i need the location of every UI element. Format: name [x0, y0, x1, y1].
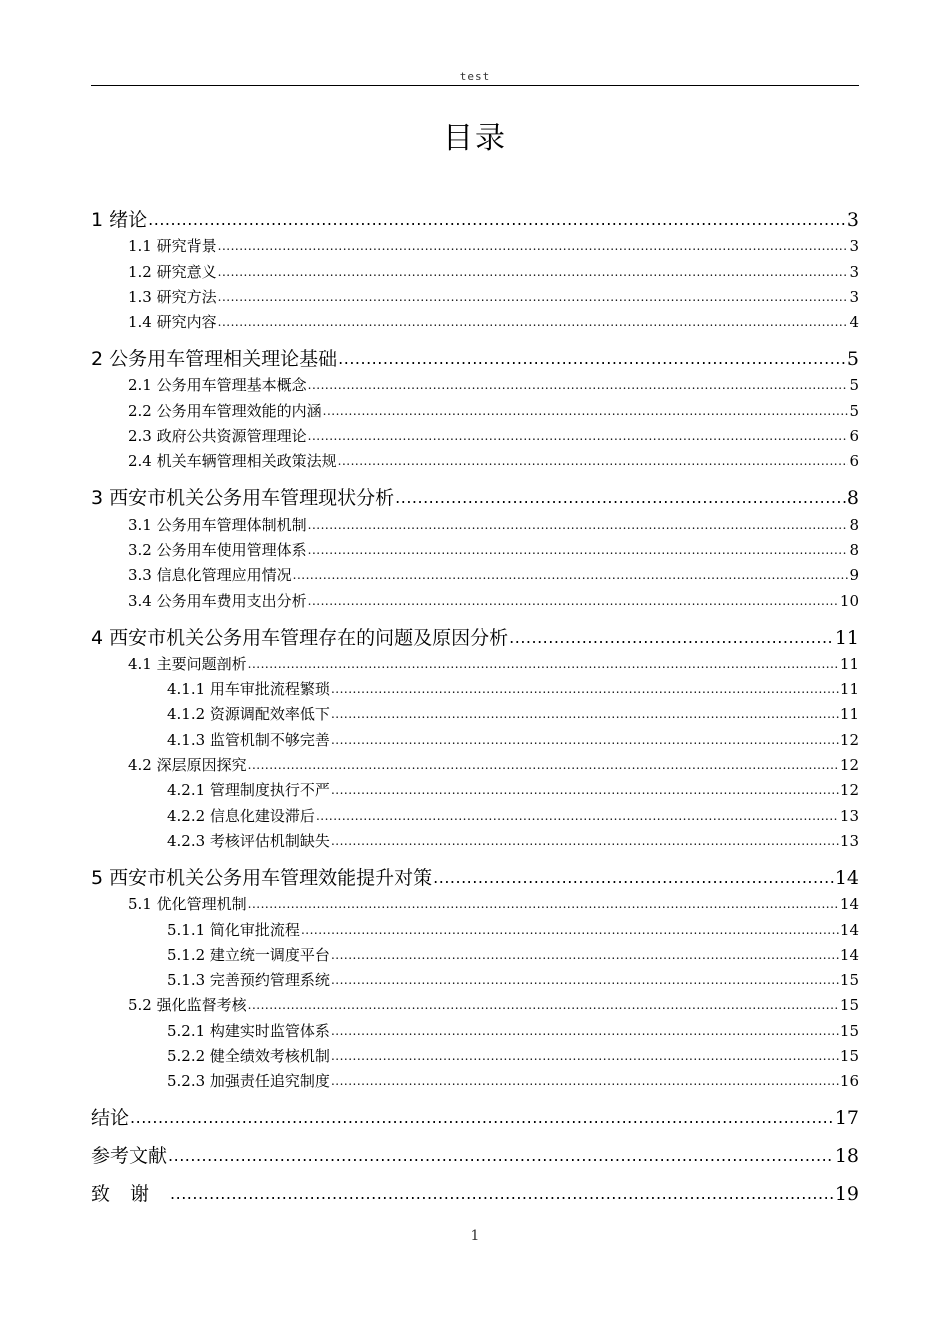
- toc-entry[interactable]: [91, 943, 859, 968]
- toc-leader-dots: [331, 1019, 839, 1044]
- toc-entry-label: 5.1.2 建立统一调度平台: [167, 945, 330, 964]
- toc-leader-dots: [331, 728, 839, 753]
- toc-entry-label: 5 西安市机关公务用车管理效能提升对策: [91, 866, 433, 889]
- toc-entry[interactable]: [91, 803, 859, 828]
- toc-entry-label: 3.2 公务用车使用管理体系: [128, 540, 307, 559]
- toc-leader-dots: [331, 829, 839, 854]
- toc-entry-page: 14: [834, 866, 859, 889]
- toc-entry-page: 14: [839, 920, 859, 939]
- toc-leader-dots: [433, 864, 834, 892]
- toc-leader-dots: [218, 260, 849, 285]
- toc-leader-dots: [308, 373, 849, 398]
- toc-entry[interactable]: [91, 1044, 859, 1069]
- toc-entry-label: 5.1 优化管理机制: [128, 895, 247, 914]
- toc-entry[interactable]: [91, 310, 859, 335]
- toc-entry-label: 5.1.3 完善预约管理系统: [167, 971, 330, 990]
- toc-leader-dots: [248, 892, 839, 917]
- toc-leader-dots: [218, 285, 849, 310]
- toc-entry[interactable]: [91, 829, 859, 854]
- toc-entry-label: 2.2 公务用车管理效能的内涵: [128, 401, 322, 420]
- toc-entry-label: 2 公务用车管理相关理论基础: [91, 348, 338, 371]
- toc-entry[interactable]: [91, 449, 859, 474]
- toc-entry-page: 15: [839, 996, 859, 1015]
- toc-entry-page: 6: [849, 427, 859, 446]
- toc-entry-page: 15: [839, 971, 859, 990]
- toc-entry-label: 5.2.3 加强责任追究制度: [167, 1072, 330, 1091]
- toc-entry-label: 2.1 公务用车管理基本概念: [128, 376, 307, 395]
- toc-entry-page: 4: [849, 313, 859, 332]
- toc-entry-label: 4.2 深层原因探究: [128, 756, 247, 775]
- toc-leader-dots: [170, 1180, 834, 1208]
- toc-entry-page: 11: [839, 680, 859, 699]
- toc-entry[interactable]: [91, 512, 859, 537]
- toc-entry[interactable]: [91, 1094, 859, 1132]
- toc-entry[interactable]: [91, 1018, 859, 1043]
- toc-entry-page: 11: [839, 654, 859, 673]
- toc-entry-page: 17: [834, 1107, 859, 1130]
- toc-leader-dots: [293, 563, 849, 588]
- toc-entry-label: 1 绪论: [91, 209, 148, 231]
- toc-entry[interactable]: [91, 652, 859, 677]
- toc-entry[interactable]: [91, 993, 859, 1018]
- toc-entry-label: 2.4 机关车辆管理相关政策法规: [128, 452, 337, 471]
- toc-entry[interactable]: [91, 538, 859, 563]
- toc-entry[interactable]: [91, 917, 859, 942]
- toc-entry-page: 14: [839, 895, 859, 914]
- toc-entry-label: 5.2 强化监督考核: [128, 996, 247, 1015]
- toc-entry-label: 5.2.2 健全绩效考核机制: [167, 1047, 330, 1066]
- toc-entry[interactable]: [91, 285, 859, 310]
- toc-entry[interactable]: [91, 373, 859, 398]
- toc-leader-dots: [308, 424, 849, 449]
- toc-entry-page: 11: [839, 705, 859, 724]
- toc-entry-page: 18: [834, 1145, 859, 1168]
- toc-leader-dots: [248, 652, 839, 677]
- toc-leader-dots: [323, 399, 849, 424]
- toc-leader-dots: [338, 449, 849, 474]
- toc-entry-label: 3.1 公务用车管理体制机制: [128, 515, 307, 534]
- toc-leader-dots: [168, 1142, 834, 1170]
- toc-leader-dots: [331, 778, 839, 803]
- toc-entry-page: 13: [839, 831, 859, 850]
- toc-entry[interactable]: [91, 259, 859, 284]
- page-number: 1: [470, 1228, 480, 1244]
- toc-entry[interactable]: [91, 778, 859, 803]
- toc-entry-label: 3.4 公务用车费用支出分析: [128, 591, 307, 610]
- header-rule: [91, 85, 859, 86]
- toc-entry-label: 1.1 研究背景: [128, 237, 217, 256]
- toc-entry-page: 10: [839, 591, 859, 610]
- toc-entry-label: 4.1.1 用车审批流程繁琐: [167, 680, 330, 699]
- toc-entry-label: 1.4 研究内容: [128, 313, 217, 332]
- toc-entry-page: 9: [849, 566, 859, 585]
- toc-entry-page: 5: [846, 348, 859, 371]
- toc-leader-dots: [338, 345, 846, 373]
- running-header: test: [459, 70, 491, 83]
- toc-entry-page: 3: [849, 262, 859, 281]
- toc-entry-page: 8: [846, 487, 859, 510]
- toc-entry-label: 2.3 政府公共资源管理理论: [128, 427, 307, 446]
- toc-entry[interactable]: [91, 892, 859, 917]
- toc-entry-page: 6: [849, 452, 859, 471]
- toc-entry-label: 1.2 研究意义: [128, 262, 217, 281]
- toc-entry-page: 15: [839, 1021, 859, 1040]
- toc-entry-page: 16: [839, 1072, 859, 1091]
- toc-entry-label: 5.1.1 简化审批流程: [167, 920, 300, 939]
- toc-entry[interactable]: [91, 753, 859, 778]
- toc-leader-dots: [248, 753, 839, 778]
- toc-entry[interactable]: [91, 614, 859, 652]
- toc-entry[interactable]: [91, 677, 859, 702]
- toc-entry[interactable]: [91, 727, 859, 752]
- toc-entry-page: 19: [834, 1183, 859, 1206]
- toc-entry[interactable]: [91, 1069, 859, 1094]
- toc-entry-page: 12: [839, 756, 859, 775]
- toc-entry-page: 5: [849, 401, 859, 420]
- toc-entry[interactable]: [91, 196, 859, 234]
- toc-entry-label: 4.2.3 考核评估机制缺失: [167, 831, 330, 850]
- toc-entry[interactable]: [91, 1170, 859, 1208]
- toc-leader-dots: [130, 1104, 834, 1132]
- toc-leader-dots: [301, 918, 839, 943]
- toc-entry[interactable]: [91, 474, 859, 512]
- toc-entry[interactable]: [91, 563, 859, 588]
- toc-entry-label: 4.2.1 管理制度执行不严: [167, 781, 330, 800]
- toc-entry-label: 3.3 信息化管理应用情况: [128, 566, 292, 585]
- toc-leader-dots: [331, 968, 839, 993]
- toc-leader-dots: [331, 943, 839, 968]
- toc-entry[interactable]: [91, 398, 859, 423]
- toc-entry-label: 4.1 主要问题剖析: [128, 654, 247, 673]
- toc-entry-page: 12: [839, 730, 859, 749]
- toc-leader-dots: [218, 234, 849, 259]
- toc-entry-label: 3 西安市机关公务用车管理现状分析: [91, 487, 395, 510]
- toc-entry-label: 1.3 研究方法: [128, 287, 217, 306]
- toc-entry-page: 5: [849, 376, 859, 395]
- toc-leader-dots: [308, 538, 849, 563]
- toc-entry-page: 15: [839, 1047, 859, 1066]
- toc-entry-page: 3: [849, 237, 859, 256]
- toc-entry-page: 11: [834, 626, 859, 649]
- toc-leader-dots: [331, 677, 839, 702]
- toc-leader-dots: [308, 589, 839, 614]
- toc-leader-dots: [248, 993, 839, 1018]
- toc-leader-dots: [395, 484, 846, 512]
- toc-leader-dots: [218, 310, 849, 335]
- toc-entry[interactable]: [91, 234, 859, 259]
- toc-entry[interactable]: [91, 702, 859, 727]
- toc-entry-page: 8: [849, 515, 859, 534]
- toc-entry[interactable]: [91, 588, 859, 613]
- toc-entry[interactable]: [91, 854, 859, 892]
- toc-entry[interactable]: [91, 968, 859, 993]
- toc-entry-page: 3: [849, 287, 859, 306]
- toc-entry-label: 致谢: [91, 1183, 170, 1206]
- page-title: 目录: [443, 121, 507, 156]
- toc-leader-dots: [308, 513, 849, 538]
- toc-entry-label: 4.1.2 资源调配效率低下: [167, 705, 330, 724]
- toc-leader-dots: [316, 804, 839, 829]
- toc-entry-label: 4.1.3 监管机制不够完善: [167, 730, 330, 749]
- toc-entry[interactable]: [91, 1132, 859, 1170]
- toc-entry-label: 参考文献: [91, 1145, 168, 1168]
- toc-leader-dots: [331, 702, 839, 727]
- toc-entry-label: 5.2.1 构建实时监管体系: [167, 1021, 330, 1040]
- toc-entry-page: 12: [839, 781, 859, 800]
- toc-leader-dots: [331, 1069, 839, 1094]
- toc-leader-dots: [148, 206, 846, 234]
- toc-leader-dots: [509, 624, 834, 652]
- toc-leader-dots: [331, 1044, 839, 1069]
- toc-entry-page: 14: [839, 945, 859, 964]
- toc-entry-label: 4.2.2 信息化建设滞后: [167, 806, 315, 825]
- toc-entry[interactable]: [91, 424, 859, 449]
- toc-entry-label: 结论: [91, 1107, 130, 1130]
- toc-entry[interactable]: [91, 335, 859, 373]
- toc-entry-page: 13: [839, 806, 859, 825]
- toc-entry-page: 8: [849, 540, 859, 559]
- table-of-contents: [91, 196, 859, 1208]
- toc-entry-page: 3: [846, 209, 859, 231]
- toc-entry-label: 4 西安市机关公务用车管理存在的问题及原因分析: [91, 626, 509, 649]
